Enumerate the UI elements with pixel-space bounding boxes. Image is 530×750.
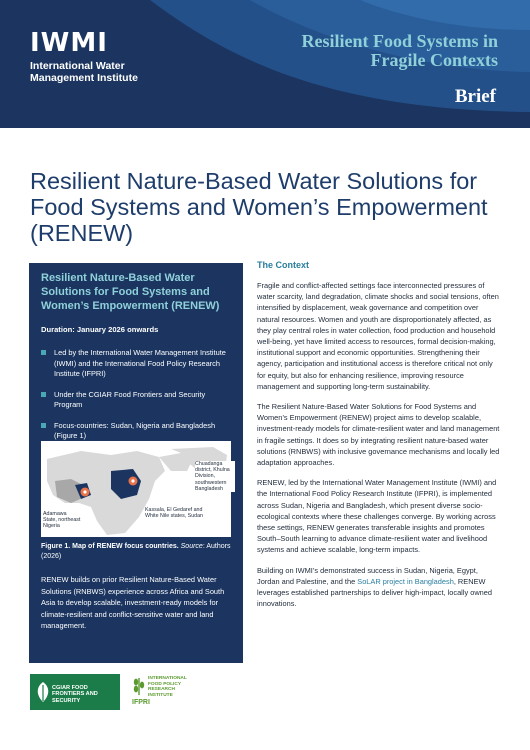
paragraph: The Resilient Nature-Based Water Solutions for Food Systems and Women’s Empowerment (RENEW) project aims to develop scalable, investment-ready models for climate-resilient water and land management in fragile settings. It does so by integrating resilient nature-based water solutions (RNBWS) with inclusive governance mechanisms and locally led adaptation approaches.	[257, 402, 500, 468]
paragraph: Fragile and conflict-affected settings face interconnected pressures of water scarcity, land degradation, climate shocks and social tensions, often intensified by displacement, weak governance and competition over natural resources. Women and youth are disproportionately affected, as they play central roles in water collection, food production and household well-being, yet have limited access to resources, formal decision-making, institutional support and economic opportunities. Strengthening their agency, participation and institutional access is therefore critical not only for equity, but also for enhancing resilience, improving resource management and supporting long-term sustainability.	[257, 281, 499, 391]
paragraph	[257, 565, 502, 610]
iwmi-logo-name: International Water Management Institute	[30, 60, 138, 84]
section-heading: The Context	[257, 260, 310, 270]
cgiar-text: CGIAR FOOD FRONTIERS AND SECURITY	[52, 685, 98, 704]
leaf-icon	[34, 681, 52, 703]
context-section	[257, 260, 502, 618]
map-label-nigeria: Adamawa State, northeast Nigeria	[43, 511, 81, 530]
series-title: Resilient Food Systems in Fragile Contexts	[301, 31, 498, 70]
project-duration: Duration: January 2026 onwards	[41, 325, 159, 334]
bullet-text: Led by the International Water Management Institute (IWMI) and the International Food Policy Research Institute (IFPRI)	[54, 348, 226, 378]
solar-project-link[interactable]: SoLAR project in Bangladesh	[357, 576, 454, 586]
iwmi-logo	[30, 30, 140, 84]
ifpri-text: INTERNATIONAL FOOD POLICY RESEARCH INSTITUTE	[148, 676, 187, 698]
paragraph-text: Building on IWMI’s demonstrated success in Sudan, Nigeria, Egypt, Jordan and Palestine, and the	[257, 565, 478, 586]
ifpri-logo	[132, 676, 202, 710]
caption-source: : Authors (2026)	[41, 543, 231, 560]
square-bullet-icon	[41, 350, 46, 355]
page-title: Resilient Nature-Based Water Solutions for Food Systems and Women’s Empowerment (RENEW)	[30, 168, 488, 246]
bullet-text: Focus-countries: Sudan, Nigeria and Bangladesh (Figure 1)	[54, 420, 216, 440]
header-banner	[0, 0, 530, 128]
caption-source-label: Source	[180, 543, 203, 550]
document-type: Brief	[454, 86, 496, 107]
focus-countries-map	[41, 441, 231, 537]
cgiar-logo	[30, 674, 120, 710]
list-item	[41, 421, 233, 442]
panel-title: Resilient Nature-Based Water Solutions for Food Systems and Women’s Empowerment (RENEW)	[41, 272, 220, 312]
bullet-text: Under the CGIAR Food Frontiers and Security Program	[54, 389, 206, 409]
map-label-sudan: Kassala, El Gedaref and White Nile states, Sudan	[145, 507, 203, 520]
paragraph: RENEW, led by the International Water Management Institute (IWMI) and the International Food Policy Research Institute (IFPRI), is implemented across Sudan, Nigeria and Bangladesh, which present diverse socio-ecological contexts where these challenges converge. By working across these settings, RENEW generates transferable insights and promotes South–South learning to advance climate-resilient water and livelihood systems and achieve scalable, long-term impacts.	[257, 478, 497, 555]
map-caption	[41, 542, 235, 561]
panel-paragraph: RENEW builds on prior Resilient Nature-Based Water Solutions (RNBWS) experience across Africa and South Asia to develop scalable, investment-ready models for climate-resilient and conflict-sensitive water and land management.	[41, 575, 225, 630]
caption-title: Figure 1. Map of RENEW focus countries.	[41, 543, 179, 550]
square-bullet-icon	[41, 392, 46, 397]
paragraph-text: , RENEW leverages established partnerships to deliver high-impact, locally owned innovations.	[257, 576, 492, 609]
wheat-icon	[132, 676, 146, 696]
panel-bullet-list	[41, 348, 233, 442]
ifpri-wordmark: IFPRI	[132, 699, 150, 706]
location-pin-icon	[129, 477, 138, 486]
location-pin-icon	[81, 488, 90, 497]
iwmi-logo-mark: IWMI	[30, 28, 108, 58]
square-bullet-icon	[41, 423, 46, 428]
map-label-bangladesh: Chuadanga district, Khulna Division, southwestern Bangladesh	[195, 461, 235, 492]
list-item	[41, 348, 233, 380]
list-item	[41, 390, 233, 411]
